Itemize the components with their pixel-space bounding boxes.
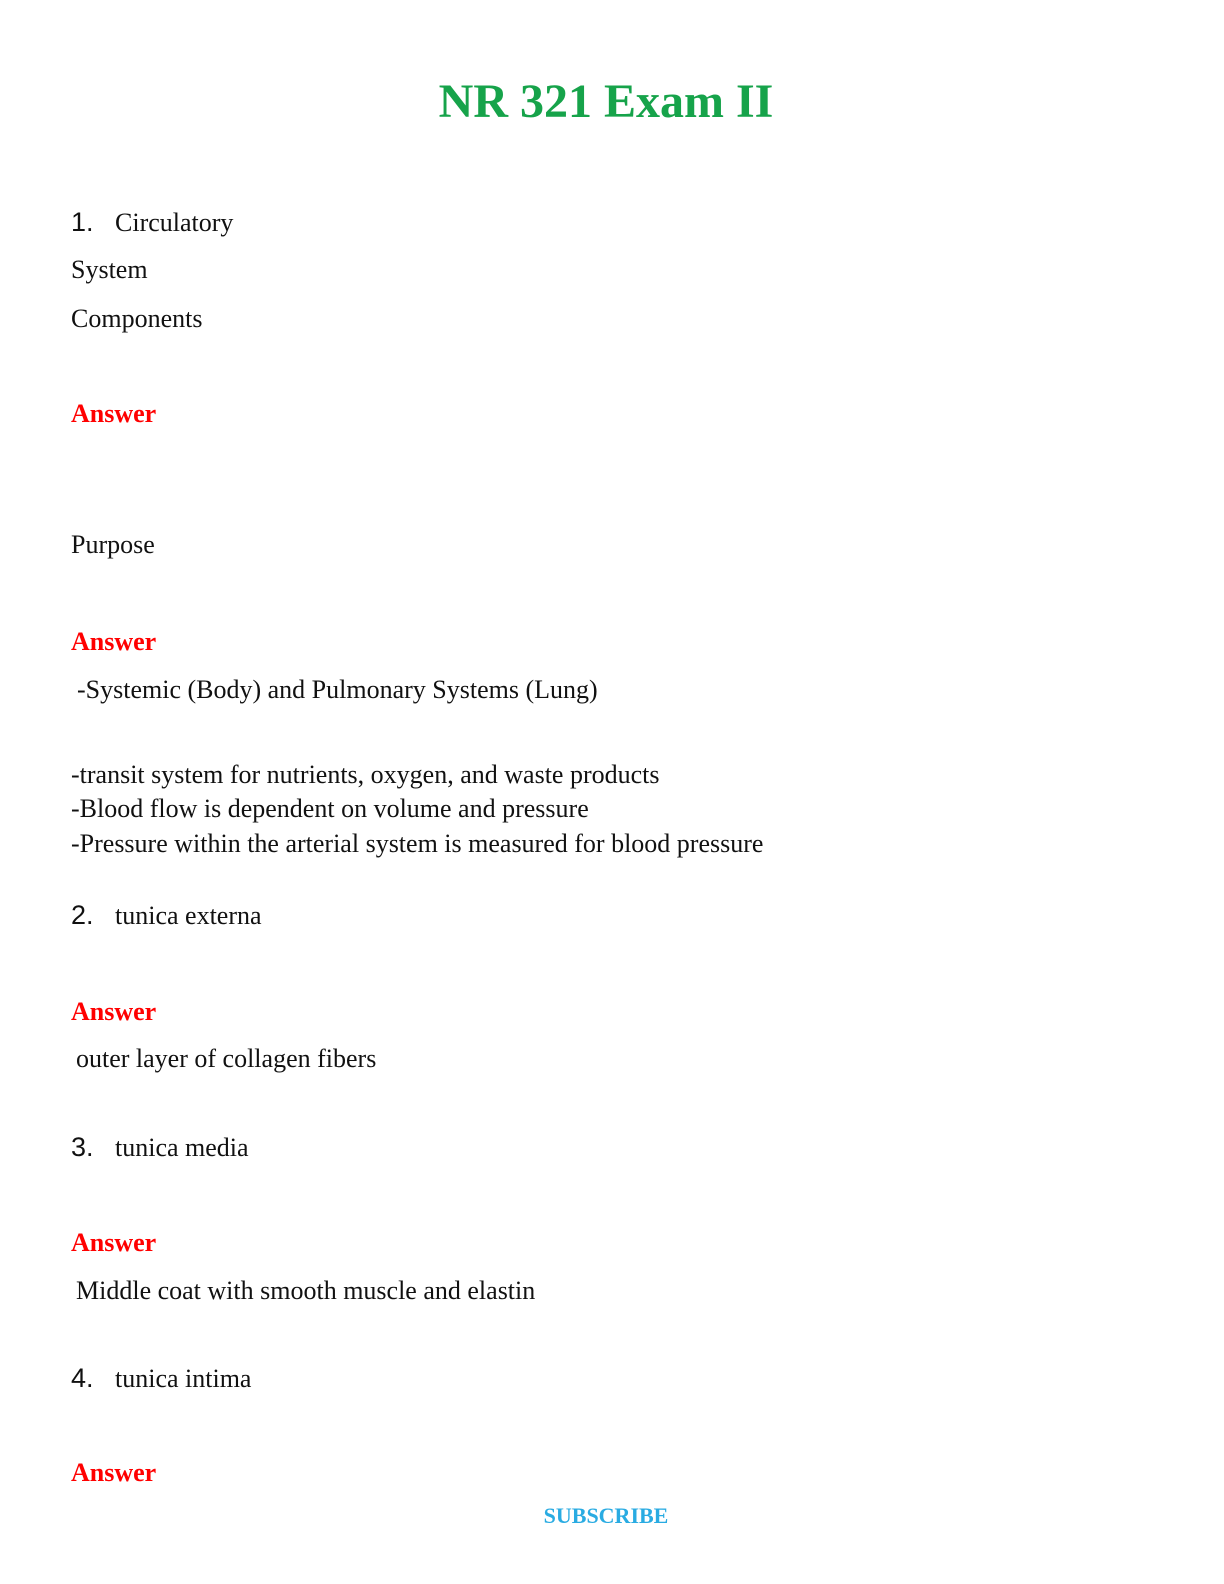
question-term: tunica media [115, 1133, 249, 1162]
answer-label: Answer [71, 1458, 157, 1487]
question-term-line: Components [71, 304, 203, 333]
answer-text-line: -Systemic (Body) and Pulmonary Systems (Lung) [77, 675, 598, 704]
answer-text-line: -transit system for nutrients, oxygen, and waste products [71, 760, 660, 789]
answer-label: Answer [71, 1228, 157, 1257]
answer-label: Answer [71, 997, 157, 1026]
question-number: 3. [71, 1132, 94, 1162]
answer-text: Middle coat with smooth muscle and elastin [76, 1276, 536, 1305]
question-number: 2. [71, 900, 94, 930]
answer-text-line: -Blood flow is dependent on volume and pressure [71, 794, 589, 823]
question-term: tunica externa [115, 901, 262, 930]
answer-text-line: -Pressure within the arterial system is measured for blood pressure [71, 829, 764, 858]
question-4-header [71, 1362, 251, 1395]
question-number: 4. [71, 1363, 94, 1393]
answer-label: Answer [71, 627, 157, 656]
question-term-line: System [71, 255, 148, 284]
question-sub-prompt: Purpose [71, 530, 155, 559]
question-3-header [71, 1131, 249, 1164]
question-term: Circulatory [115, 208, 234, 237]
question-number: 1. [71, 207, 94, 237]
answer-label: Answer [71, 399, 157, 428]
subscribe-link[interactable]: SUBSCRIBE [543, 1503, 669, 1528]
page-title: NR 321 Exam II [438, 75, 774, 128]
answer-text: outer layer of collagen fibers [76, 1044, 377, 1073]
question-2-header [71, 899, 262, 932]
question-1-header [71, 206, 233, 239]
question-term: tunica intima [115, 1364, 252, 1393]
